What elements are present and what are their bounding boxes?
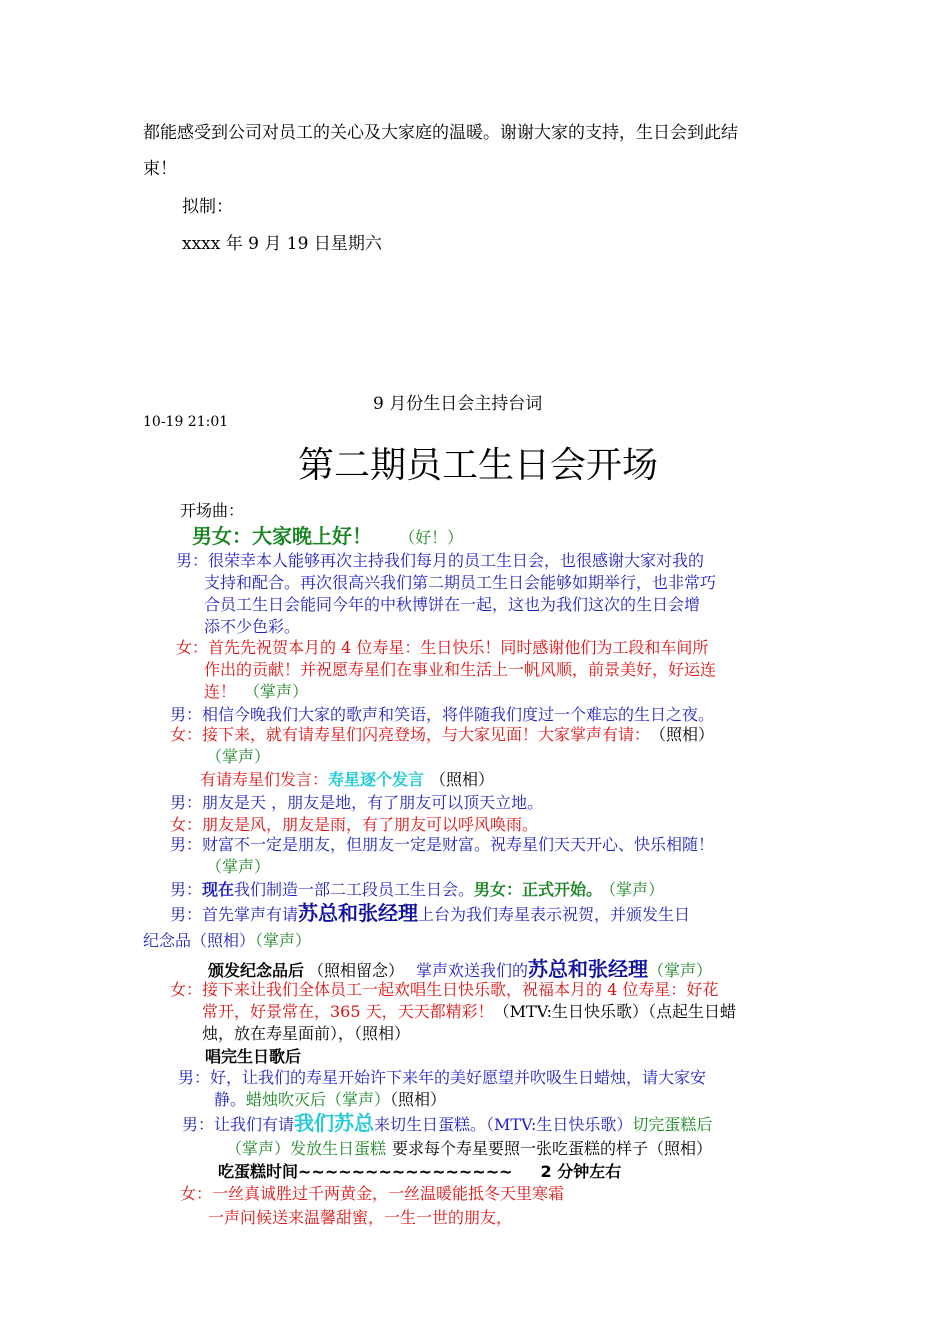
male-line bbox=[182, 1111, 712, 1161]
stage-note: （掌声） bbox=[206, 747, 271, 766]
stage-note: （MTV:生日快乐歌）（点起生日蜡 bbox=[493, 1002, 737, 1021]
line-text: 男：很荣幸本人能够再次主持我们每月的员工生日会，也很感谢大家对我的 bbox=[176, 551, 705, 570]
line-text: 有请寿星们发言： bbox=[200, 770, 329, 789]
paragraph-line: 束！ bbox=[143, 159, 177, 179]
line-text: 一声问候送来温馨甜蜜，一生一世的朋友， bbox=[208, 1208, 513, 1227]
stage-note: （照相） bbox=[430, 770, 495, 789]
cake-time bbox=[218, 1159, 621, 1182]
highlight-text: 我们苏总 bbox=[294, 1111, 375, 1135]
stage-note: （掌声） bbox=[648, 961, 713, 980]
female-line bbox=[170, 979, 736, 1045]
document-date: xxxx 年 9 月 19 日星期六 bbox=[182, 234, 382, 254]
article-subtitle: 9 月份生日会主持台词 bbox=[373, 394, 543, 414]
article-timestamp: 10-19 21:01 bbox=[143, 414, 229, 430]
male-line: 男：相信今晚我们大家的歌声和笑语，将伴随我们度过一个难忘的生日之夜。 bbox=[170, 705, 715, 724]
line-text: 男：财富不一定是朋友，但朋友一定是财富。祝寿星们天天开心、快乐相随！ bbox=[170, 835, 715, 854]
script-line bbox=[192, 520, 463, 549]
female-line bbox=[180, 1182, 564, 1230]
stage-note: （照相） bbox=[658, 725, 715, 744]
male-line bbox=[170, 877, 664, 900]
line-text: 女：首先先祝贺本月的 4 位寿星：生日快乐！同时感谢他们为工段和车间所 bbox=[176, 638, 709, 657]
line-text: 来切生日蛋糕。（MTV:生日快乐歌） bbox=[374, 1115, 633, 1134]
action-label: 唱完生日歌后 bbox=[205, 1047, 302, 1066]
female-line: 女：朋友是风，朋友是雨，有了朋友可以呼风唤雨。 bbox=[170, 815, 539, 834]
line-text: 女：接下来，就有请寿星们闪亮登场，与大家见面！大家掌声有请： bbox=[170, 725, 651, 744]
line-text: 连！ bbox=[204, 682, 237, 701]
drafted-label: 拟制： bbox=[182, 197, 233, 217]
stage-note: 蜡烛吹灭后（掌声） bbox=[246, 1090, 391, 1109]
line-text: 添不少色彩。 bbox=[204, 617, 301, 636]
emphasis: 现在 bbox=[202, 880, 235, 899]
highlight-names: 苏总和张经理 bbox=[528, 957, 649, 981]
line-text: 吃蛋糕时间~~~~~~~~~~~~~~~~ bbox=[218, 1162, 513, 1181]
speech-prompt bbox=[200, 767, 494, 790]
male-line: 男：朋友是天 ，朋友是地，有了朋友可以顶天立地。 bbox=[170, 793, 544, 812]
line-text: 女：接下来让我们全体员工一起欢唱生日快乐歌，祝福本月的 4 位寿星：好花 bbox=[170, 980, 719, 999]
stage-note: （掌声） bbox=[255, 931, 312, 950]
line-text: 支持和配合。再次很高兴我们第二期员工生日会能够如期举行，也非常巧 bbox=[204, 573, 717, 592]
duration: 2 分钟左右 bbox=[540, 1162, 622, 1181]
highlight-text: 寿星逐个发言 bbox=[328, 770, 425, 789]
line-text: 男：首先掌声有请 bbox=[170, 905, 299, 924]
stage-note: （掌声） bbox=[206, 857, 271, 876]
stage-note: 要求每个寿星要照一张吃蛋糕的样子（照相） bbox=[392, 1139, 713, 1158]
stage-note: （掌声） bbox=[244, 682, 309, 701]
line-text: 男：好，让我们的寿星开始许下来年的美好愿望并吹吸生日蜡烛，请大家安 bbox=[178, 1068, 707, 1087]
female-line bbox=[170, 724, 714, 768]
stage-note: （掌声）发放生日蛋糕 bbox=[226, 1139, 387, 1158]
line-text: 我们制造一部二工段员工生日会。 bbox=[234, 880, 475, 899]
stage-note: （照相留念） bbox=[308, 961, 405, 980]
award-line bbox=[208, 953, 712, 982]
male-line bbox=[170, 900, 690, 928]
line-text: 合员工生日会能同今年的中秋博饼在一起，这也为我们这次的生日会增 bbox=[204, 595, 701, 614]
stage-note: 烛，放在寿星面前），（照相） bbox=[202, 1024, 411, 1043]
line-text: 男：让我们有请 bbox=[182, 1115, 295, 1134]
female-line bbox=[176, 637, 716, 703]
opening-song-label: 开场曲： bbox=[180, 501, 245, 520]
male-line bbox=[178, 1067, 706, 1111]
stage-note: （照相） bbox=[390, 1090, 447, 1109]
line-text: 作出的贡献！并祝愿寿星们在事业和生活上一帆风顺，前景美好，好运连 bbox=[204, 660, 717, 679]
male-line bbox=[176, 550, 716, 638]
line-text: 女：一丝真诚胜过千两黄金，一丝温暖能抵冬天里寒霜 bbox=[180, 1184, 565, 1203]
line-text: 纪念品（照相） bbox=[143, 931, 256, 950]
paragraph-line: 都能感受到公司对员工的关心及大家庭的温暖。谢谢大家的支持，生日会到此结 bbox=[143, 123, 738, 143]
audience-response: （好！） bbox=[399, 528, 464, 547]
article-title: 第二期员工生日会开场 bbox=[298, 445, 659, 486]
highlight-names: 苏总和张经理 bbox=[298, 901, 419, 925]
line-text: 常开，好景常在，365 天，天天都精彩！ bbox=[202, 1002, 494, 1021]
stage-note: 切完蛋糕后 bbox=[632, 1115, 713, 1134]
speaker: 男： bbox=[170, 880, 203, 899]
line-text: 掌声欢送我们的 bbox=[416, 961, 529, 980]
male-line-cont bbox=[143, 928, 311, 951]
male-line bbox=[170, 834, 714, 878]
stage-note: （掌声） bbox=[608, 880, 665, 899]
action-label: 颁发纪念品后 bbox=[208, 961, 305, 980]
line-text: 上台为我们寿星表示祝贺，并颁发生日 bbox=[418, 905, 691, 924]
both-greeting: 男女：大家晚上好！ bbox=[192, 524, 372, 548]
both-line: 男女：正式开始。 bbox=[474, 880, 603, 899]
line-text: 静。 bbox=[214, 1090, 247, 1109]
